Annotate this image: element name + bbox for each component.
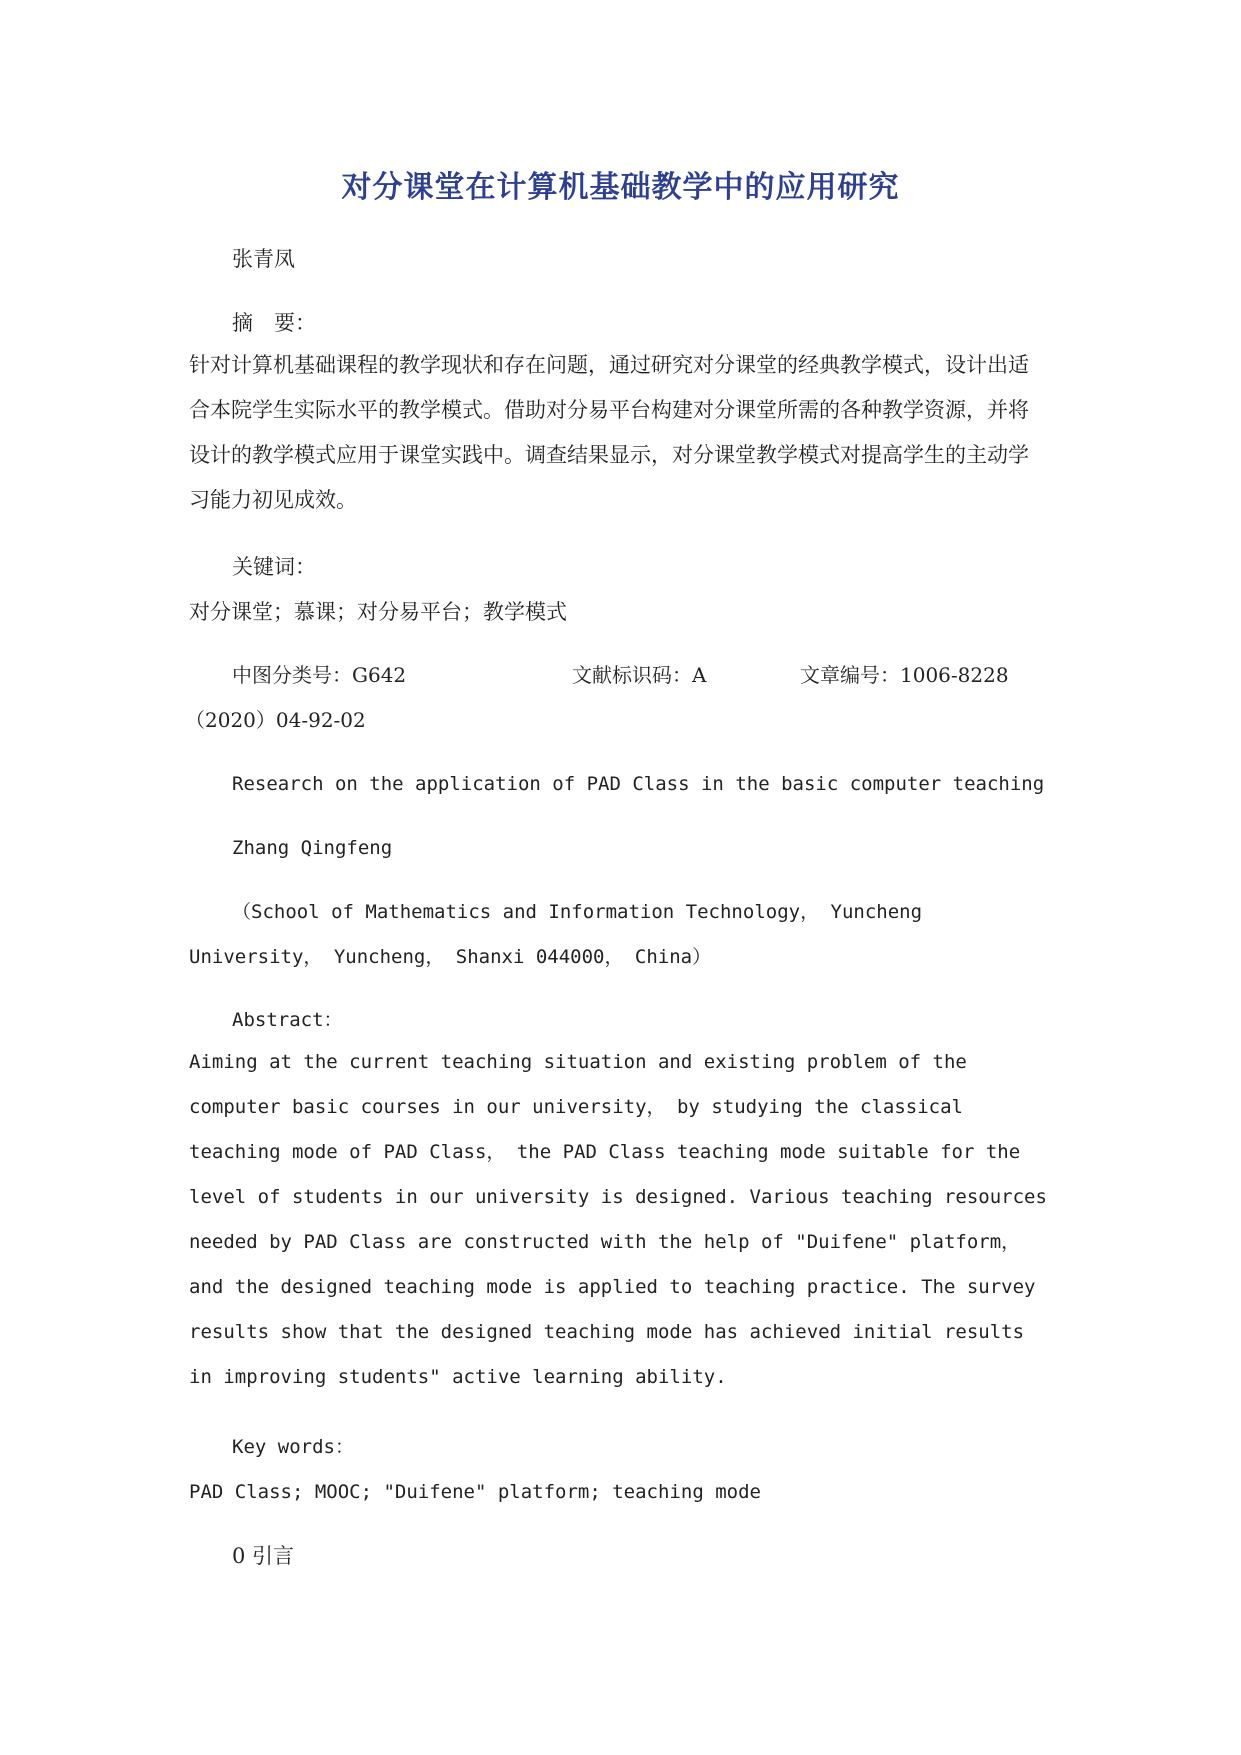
keywords-cn-label: 关键词： — [232, 555, 316, 579]
article-number: 文章编号：1006-8228 — [800, 663, 1009, 687]
author-cn: 张青凤 — [232, 247, 295, 271]
keywords-en: PAD Class; MOOC; "Duifene" platform; teaching mode — [189, 1481, 761, 1503]
classification-row — [232, 660, 1052, 690]
keywords-cn: 对分课堂；慕课；对分易平台；教学模式 — [189, 600, 567, 624]
article-number-cont: （2020）04-92-02 — [185, 708, 366, 732]
paper-title: 对分课堂在计算机基础教学中的应用研究 — [341, 170, 900, 205]
author-en: Zhang Qingfeng — [232, 837, 393, 859]
affiliation-en: （School of Mathematics and Information Technology， Yuncheng University， Yuncheng， Shanxi 044000， China） — [189, 901, 923, 968]
section-heading: 0 引言 — [232, 1544, 295, 1568]
document-code: 文献标识码：A — [572, 663, 707, 687]
abstract-en-label: Abstract： — [232, 1009, 343, 1031]
abstract-cn-text: 针对计算机基础课程的教学现状和存在问题，通过研究对分课堂的经典教学模式，设计出适合本院学生实际水平的教学模式。借助对分易平台构建对分课堂所需的各种教学资源，并将设计的教学模式应用于课堂实践中。调查结果显示，对分课堂教学模式对提高学生的主动学习能力初见成效。 — [189, 353, 1029, 512]
abstract-en-text: Aiming at the current teaching situation and existing problem of the computer basic courses in our university， by studying the classical teaching mode of PAD Class， the PAD Class teaching mode suitable for the level of students in our university is designed. Various teaching resources needed by PAD Class are constructed with the help of "Duifene" platform， and the designed teaching mode is applied to teaching practice. The survey results show that the designed teaching mode has achieved initial results in improving students" active learning ability. — [189, 1051, 1047, 1388]
clc-number: 中图分类号：G642 — [232, 663, 407, 687]
abstract-cn-label: 摘 要： — [232, 311, 316, 335]
title-en: Research on the application of PAD Class in the basic computer teaching — [232, 773, 1045, 795]
keywords-en-label: Key words： — [232, 1436, 354, 1458]
